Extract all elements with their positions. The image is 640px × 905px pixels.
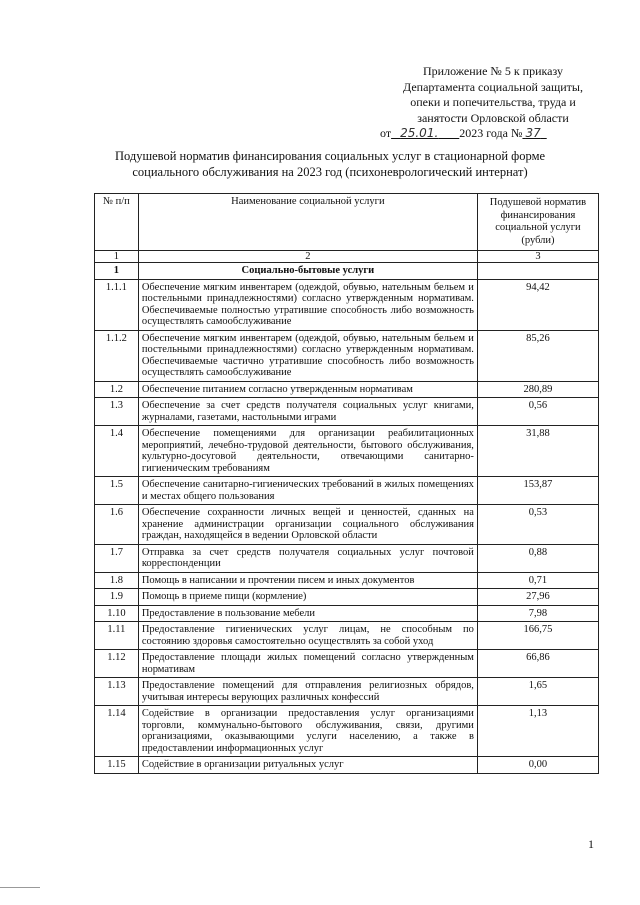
table-row xyxy=(95,426,599,477)
row-value: 1,13 xyxy=(477,706,598,757)
row-number: 1.13 xyxy=(95,678,139,706)
title-line-1: Подушевой норматив финансирования социальных услуг в стационарной форме xyxy=(114,149,546,163)
table-row xyxy=(95,757,599,774)
row-service-name: Предоставление в пользование мебели xyxy=(138,605,477,622)
col-header-number: № п/п xyxy=(95,194,139,251)
row-number: 1.4 xyxy=(95,426,139,477)
table-row xyxy=(95,605,599,622)
row-value: 7,98 xyxy=(477,605,598,622)
column-numbers-row xyxy=(95,251,599,263)
row-service-name: Содействие в организации предоставления услуг организациями торговли, коммунально-бытового обслуживания, связи, другими организациями, оказывающими услуги населению, а также в предоставлении информационных услуг xyxy=(138,706,477,757)
table-row xyxy=(95,398,599,426)
table-row xyxy=(95,279,599,330)
row-number: 1.8 xyxy=(95,572,139,589)
row-value: 85,26 xyxy=(477,330,598,381)
row-service-name: Обеспечение питанием согласно утвержденным нормативам xyxy=(138,381,477,398)
row-value: 31,88 xyxy=(477,426,598,477)
row-number: 1.2 xyxy=(95,381,139,398)
row-number: 1.5 xyxy=(95,477,139,505)
table-row xyxy=(95,706,599,757)
col-number-1: 1 xyxy=(95,251,139,263)
row-value: 66,86 xyxy=(477,650,598,678)
page-number: 1 xyxy=(588,837,594,851)
row-number: 1.15 xyxy=(95,757,139,774)
row-service-name: Содействие в организации ритуальных услуг xyxy=(138,757,477,774)
table-row xyxy=(95,678,599,706)
row-service-name: Обеспечение мягким инвентарем (одеждой, обувью, нательным бельем и постельными принадлежностями) согласно утвержденным нормативам. Обеспечиваемые полностью утратившие способность либо возможность осуществлять самообслуживание xyxy=(138,279,477,330)
row-service-name: Отправка за счет средств получателя социальных услуг почтовой корреспонденции xyxy=(138,544,477,572)
row-value: 27,96 xyxy=(477,589,598,606)
services-table xyxy=(94,193,599,774)
row-value: 0,00 xyxy=(477,757,598,774)
footer-divider xyxy=(0,887,40,888)
row-number: 1.12 xyxy=(95,650,139,678)
col-header-value: Подушевой норматив финансирования социальной услуги (рубли) xyxy=(477,194,598,251)
col-header-name: Наименование социальной услуги xyxy=(138,194,477,251)
row-number: 1.14 xyxy=(95,706,139,757)
table-row xyxy=(95,589,599,606)
section-row xyxy=(95,263,599,280)
header-line-3: опеки и попечительства, труда и xyxy=(410,95,576,109)
row-number: 1.6 xyxy=(95,505,139,545)
table-header-row xyxy=(95,194,599,251)
row-service-name: Помощь в написании и прочтении писем и иных документов xyxy=(138,572,477,589)
row-value: 153,87 xyxy=(477,477,598,505)
row-value: 1,65 xyxy=(477,678,598,706)
date-prefix: от xyxy=(380,126,392,140)
section-number: 1 xyxy=(95,263,139,280)
table-row xyxy=(95,330,599,381)
row-service-name: Предоставление помещений для отправления религиозных обрядов, учитывая интересы верующих различных конфессий xyxy=(138,678,477,706)
row-service-name: Помощь в приеме пищи (кормление) xyxy=(138,589,477,606)
row-value: 0,53 xyxy=(477,505,598,545)
row-service-name: Предоставление гигиенических услуг лицам, не способным по состоянию здоровья самостоятельно осуществлять за собой уход xyxy=(138,622,477,650)
row-number: 1.10 xyxy=(95,605,139,622)
approval-header xyxy=(378,64,608,142)
table-row xyxy=(95,572,599,589)
table-row xyxy=(95,650,599,678)
row-service-name: Предоставление площади жилых помещений согласно утвержденным нормативам xyxy=(138,650,477,678)
order-date-line xyxy=(380,126,608,142)
row-number: 1.7 xyxy=(95,544,139,572)
document-title xyxy=(70,148,590,180)
col-number-3: 3 xyxy=(477,251,598,263)
row-service-name: Обеспечение мягким инвентарем (одеждой, обувью, нательным бельем и постельными принадлежностями) согласно утвержденным нормативам. Обеспечиваемые частично утратившие способность либо возможность осуществлять самообслуживание xyxy=(138,330,477,381)
header-line-2: Департамента социальной защиты, xyxy=(403,79,583,94)
handwritten-number: 37 xyxy=(525,126,541,140)
row-number: 1.1.2 xyxy=(95,330,139,381)
table-row xyxy=(95,544,599,572)
row-number: 1.11 xyxy=(95,622,139,650)
row-value: 0,88 xyxy=(477,544,598,572)
row-value: 0,56 xyxy=(477,398,598,426)
table-row xyxy=(95,505,599,545)
table-row xyxy=(95,381,599,398)
row-service-name: Обеспечение сохранности личных вещей и ценностей, сданных на хранение администрации организации социального обслуживания граждан, находящейся в ведении Орловской области xyxy=(138,505,477,545)
row-service-name: Обеспечение санитарно-гигиенических требований в жилых помещениях и местах общего пользования xyxy=(138,477,477,505)
row-number: 1.1.1 xyxy=(95,279,139,330)
table-row xyxy=(95,477,599,505)
row-number: 1.3 xyxy=(95,398,139,426)
table-row xyxy=(95,622,599,650)
row-value: 166,75 xyxy=(477,622,598,650)
row-number: 1.9 xyxy=(95,589,139,606)
section-title: Социально-бытовые услуги xyxy=(138,263,477,280)
row-service-name: Обеспечение помещениями для организации реабилитационных мероприятий, лечебно-трудовой деятельности, бытового обслуживания, культурно-досуговой деятельности, отвечающими санитарно-гигиеническим требованиям xyxy=(138,426,477,477)
header-line-1: Приложение № 5 к приказу xyxy=(423,64,563,78)
row-value: 0,71 xyxy=(477,572,598,589)
row-value: 94,42 xyxy=(477,279,598,330)
header-line-4: занятости Орловской области xyxy=(417,110,569,125)
row-service-name: Обеспечение за счет средств получателя социальных услуг книгами, журналами, газетами, настольными играми xyxy=(138,398,477,426)
order-year: 2023 года № xyxy=(459,126,523,140)
col-number-2: 2 xyxy=(138,251,477,263)
handwritten-date: 25.01. xyxy=(400,126,439,140)
row-value: 280,89 xyxy=(477,381,598,398)
section-value-empty xyxy=(477,263,598,280)
title-line-2: социального обслуживания на 2023 год (психоневрологический интернат) xyxy=(132,165,528,179)
